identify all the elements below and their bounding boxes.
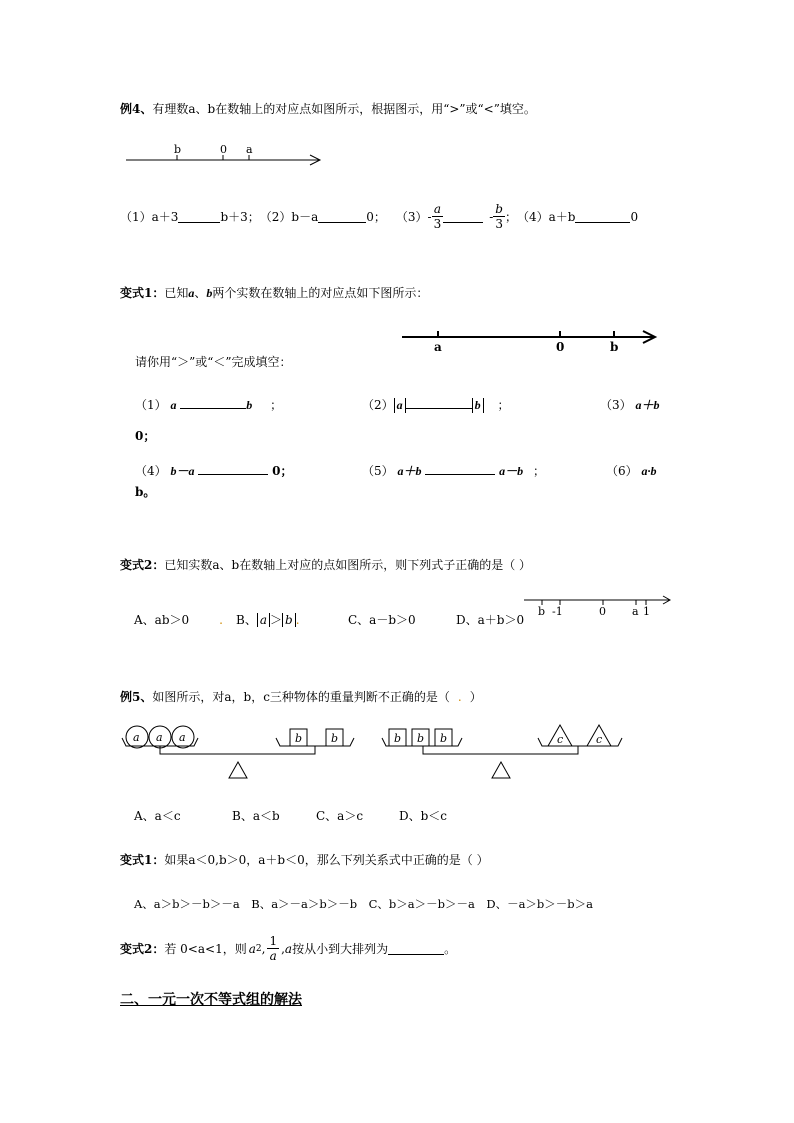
label-a: a [434,340,442,354]
dot: . [457,690,462,704]
label-a: a [179,731,186,744]
fulcrum [492,762,510,778]
q4-right: 0； [272,464,293,478]
frac-num: b [495,202,503,216]
q3-minus2: - [489,209,494,224]
q3-fraction-b [493,202,505,231]
q2-num: （2） [362,398,394,412]
label-1: 1 [643,605,650,618]
q1-right: b [246,398,253,412]
q5-blank[interactable] [425,462,495,475]
frac-den: 3 [495,217,503,231]
abs-a-var: a [396,398,403,412]
v1-q2 [362,396,509,413]
q3-label: （3） [395,210,428,224]
q4-blank[interactable] [198,462,268,475]
right-pan [276,738,354,746]
label-b: b [440,732,448,745]
variant2b-text-post: 按从小到大排列为 [292,942,389,956]
var-a: a [284,941,293,956]
variant1b-title: 变式1： [120,853,165,867]
v1-q3 [600,396,659,413]
sep: 、 [194,286,207,300]
abs-a-var: a [259,613,267,627]
q4-left: （4）a＋b [517,210,576,224]
q5-right: a－b [499,464,524,478]
label-a: a [156,731,163,744]
q5-end: ； [532,464,545,478]
fulcrum [229,762,247,778]
example4-text: 有理数a、b在数轴上的对应点如图所示，根据图示，用“>”或“<”填空。 [152,102,536,116]
example4-title: 例4、 [120,102,153,116]
label-0: 0 [599,605,606,618]
q4-num: （4） [135,464,167,478]
label-b: b [610,340,619,354]
q2-blank[interactable] [318,210,366,223]
label-b: b [331,732,339,745]
abs-a [257,613,270,627]
abs-b-var: b [285,613,293,627]
q3-end: ； [504,210,517,224]
abs-a [394,398,406,413]
label-a: a [632,605,639,618]
variant1-instruction: 请你用“＞”或“＜”完成填空： [135,355,292,369]
variant1-text-post: 两个实数在数轴上的对应点如下图所示： [212,286,429,300]
dot: . [295,613,300,627]
label-c: c [596,733,603,746]
variant1b-text: 如果a＜0,b＞0，a＋b＜0，那么下列关系式中正确的是（ ） [164,853,489,867]
q4-left: b－a [170,464,195,478]
variant2-text: 已知实数a、b在数轴上对应的点如图所示，则下列式子正确的是（ ） [164,558,532,572]
v1-q6 [606,462,656,479]
balance-scale-2 [382,725,622,778]
label-0: 0 [556,340,565,354]
v1-q5 [362,462,545,479]
q6-left: a·b [641,464,657,478]
balance-scale-1 [122,726,354,778]
comma: , [281,941,285,956]
label-minus1: -1 [552,605,563,618]
example5-title: 例5、 [120,690,153,704]
variant1-question [120,284,428,301]
ex5-option-b[interactable]: B、a＜b [232,809,280,823]
q3-blank[interactable] [443,210,483,223]
ex5-option-a[interactable]: A、a＜c [134,809,181,823]
example5-question [120,688,482,705]
gt: ＞ [269,613,282,627]
variant1b-options[interactable]: A、a＞b＞－b＞－a B、a＞－a＞b＞－b C、b＞a＞－b＞－a D、－a＞b＞－b＞a [134,897,594,911]
q3-cont: 0； [135,429,156,443]
v1-q6-cont [135,483,155,500]
label-a: a [133,731,140,744]
variant1-title: 变式1： [120,286,165,300]
abs-b [282,613,296,627]
abs-b [472,398,484,413]
v2-option-b[interactable] [236,611,300,628]
q1-left: a [170,398,177,412]
example5-text: 如图所示，对a，b，c三种物体的重量判断不正确的是（ [152,690,450,704]
example4-question [120,100,536,117]
beam [423,746,578,754]
close: ） [469,690,482,704]
option-a-text: A、ab＞0 [134,613,190,627]
var-a: a [248,941,256,956]
comma: , [261,941,266,956]
label-a: a [246,143,253,156]
variant2-title: 变式2： [120,558,165,572]
label-0: 0 [220,143,227,156]
q2-blank[interactable] [406,396,472,409]
variant2b-text-pre: 若 0<a<1，则 [164,942,247,956]
v2-option-a[interactable] [134,611,223,628]
ex5-option-c[interactable]: C、a＞c [316,809,364,823]
variant2b-question [120,934,456,963]
frac-den: a [269,949,277,963]
var-a: a [188,286,195,300]
q2-left: （2）b－a [259,210,319,224]
q1-num: （1） [135,398,167,412]
label-b: b [174,143,182,156]
variant2b-title: 变式2： [120,942,165,956]
q4-blank[interactable] [575,210,630,223]
q1-blank[interactable] [178,210,220,223]
ex5-option-d[interactable]: D、b＜c [399,809,448,823]
v1-q1 [135,396,282,413]
frac-num: a [433,202,441,216]
q2-right: 0； [366,210,386,224]
end: 。 [444,942,457,956]
section-heading: 二、一元一次不等式组的解法 [120,992,302,1008]
label-b: b [417,732,425,745]
variant1b-question [120,851,489,868]
frac-den: 3 [433,217,442,231]
variant2-question [120,556,531,573]
v1-q4 [135,462,293,479]
variant1-number-line [398,325,663,355]
q6-cont: b。 [135,485,156,499]
example4-blanks [120,202,638,231]
q6-num: （6） [606,464,638,478]
var-b: b [206,286,213,300]
q3-left: a＋b [635,398,660,412]
answer-blank[interactable] [388,942,444,955]
dot: . [219,613,223,627]
q5-num: （5） [362,464,394,478]
label-b: b [394,732,402,745]
q1-end: ； [270,398,283,412]
label-c: c [557,733,564,746]
q4-right: 0 [630,209,639,224]
exponent: 2 [255,943,262,954]
frac-num: 1 [269,934,278,948]
option-b-prefix: B、 [236,613,257,627]
label-b: b [538,605,546,618]
example4-number-line [120,140,330,170]
variant2-number-line [522,592,674,618]
beam [160,746,315,754]
q3-fraction-a [432,202,444,231]
one-over-a-fraction [267,934,279,963]
q2-end: ； [497,398,510,412]
q1-left: （1）a＋3 [120,210,179,224]
abs-b-var: b [474,398,481,412]
v2-option-d[interactable]: D、a＋b＞0 [456,613,525,627]
v1-q3-cont [135,427,155,444]
q3-minus1: - [427,209,432,224]
q1-right: b＋3； [220,210,260,224]
q5-left: a＋b [397,464,422,478]
q3-num: （3） [600,398,632,412]
balance-scales-figure [118,720,638,782]
label-b: b [295,732,303,745]
v2-option-c[interactable]: C、a－b＞0 [348,613,416,627]
variant1-text-pre: 已知 [164,286,189,300]
q1-blank[interactable] [180,396,246,409]
